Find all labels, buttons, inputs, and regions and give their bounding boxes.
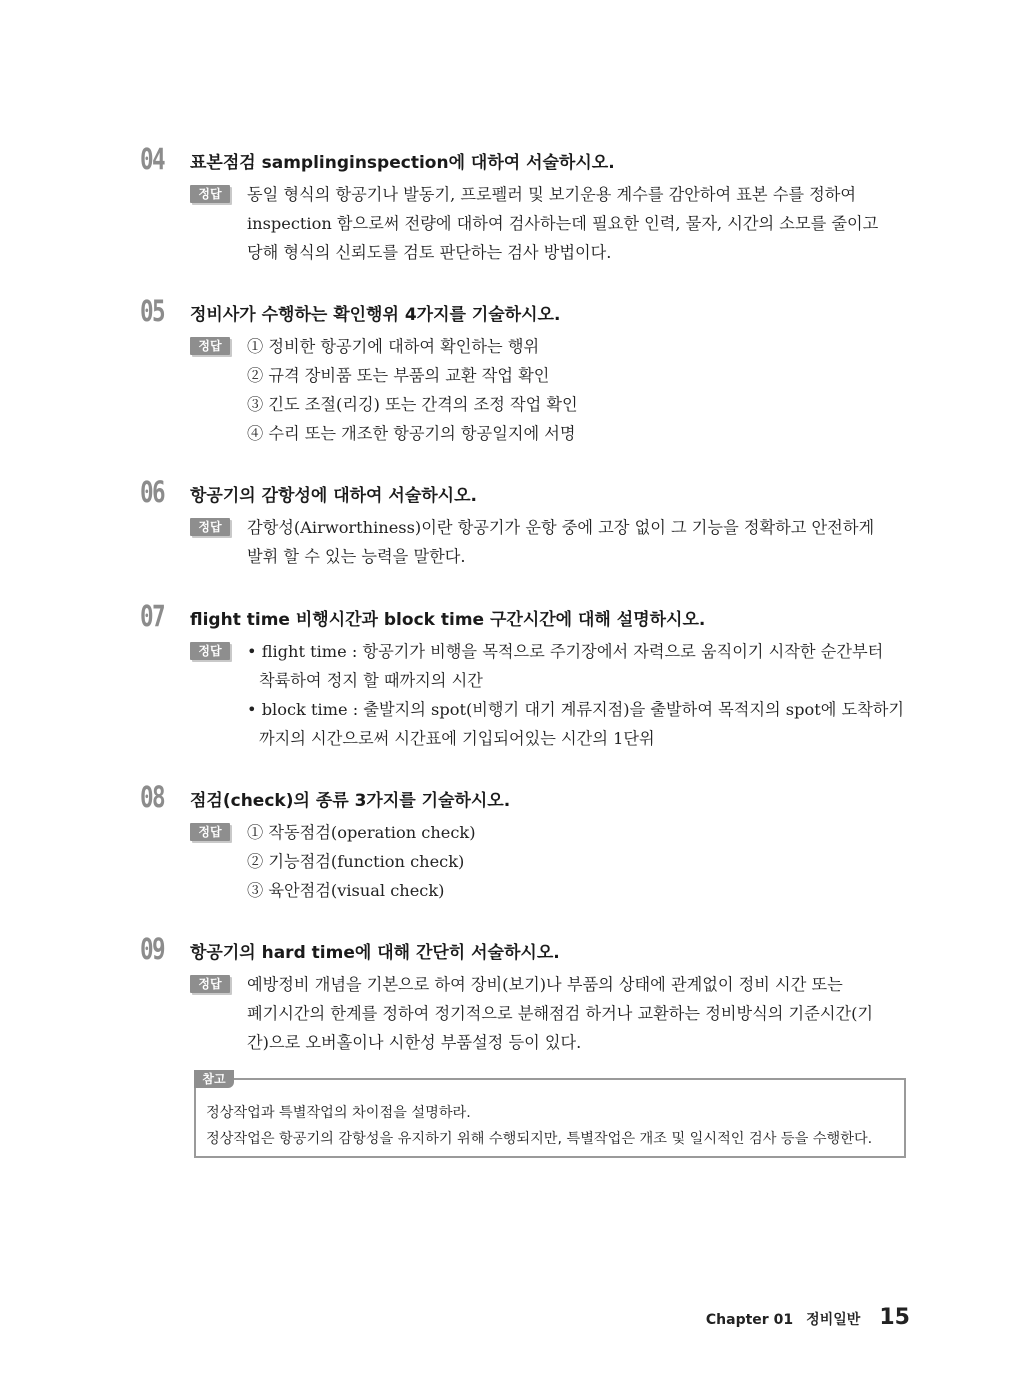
answer-list-item: ② 기능점검(function check) <box>247 852 465 871</box>
answer-badge: 정답 <box>190 975 230 993</box>
answer-line: 예방정비 개념을 기본으로 하여 장비(보기)나 부품의 상태에 관계없이 정비 시간 또는 <box>247 975 843 994</box>
question-title: 표본점검 samplinginspection에 대하여 서술하시오. <box>190 153 615 173</box>
answer-block <box>140 180 910 267</box>
note-question: 정상작업과 특별작업의 차이점을 설명하라. <box>206 1105 471 1121</box>
note-answer: 정상작업은 항공기의 감항성을 유지하기 위해 수행되지만, 특별작업은 개조 및 일시적인 검사 등을 수행한다. <box>206 1131 873 1147</box>
answer-line: 감항성(Airworthiness)이란 항공기가 운항 중에 고장 없이 그 기능을 정확하고 안전하게 <box>247 518 875 537</box>
question-number: 05 <box>140 294 165 328</box>
question-05 <box>140 294 910 448</box>
question-04 <box>140 142 910 267</box>
reference-tab: 참고 <box>194 1070 234 1088</box>
answer-text <box>247 970 910 1057</box>
answer-line: 당해 형식의 신뢰도를 검토 판단하는 검사 방법이다. <box>247 243 612 262</box>
answer-line: 간)으로 오버홀이나 시한성 부품설정 등이 있다. <box>247 1033 582 1052</box>
answer-text <box>247 818 910 905</box>
question-title: 항공기의 감항성에 대하여 서술하시오. <box>190 486 477 506</box>
answer-list-item: ② 규격 장비품 또는 부품의 교환 작업 확인 <box>247 366 550 385</box>
reference-note-box <box>194 1078 906 1158</box>
question-number: 04 <box>140 142 165 176</box>
page-footer <box>706 1305 910 1330</box>
question-title: 항공기의 hard time에 대해 간단히 서술하시오. <box>190 943 560 963</box>
bullet-continuation: 착륙하여 정지 할 때까지의 시간 <box>259 671 483 690</box>
answer-text <box>247 513 910 571</box>
answer-badge: 정답 <box>190 518 230 536</box>
answer-line: 폐기시간의 한계를 정하여 정기적으로 분해점검 하거나 교환하는 정비방식의 기준시간(기 <box>247 1004 874 1023</box>
answer-list-item: ③ 긴도 조절(리깅) 또는 간격의 조정 작업 확인 <box>247 395 578 414</box>
answer-badge: 정답 <box>190 185 230 203</box>
answer-list-item: ③ 육안점검(visual check) <box>247 881 445 900</box>
answer-text <box>247 332 910 448</box>
page-number: 15 <box>879 1305 910 1330</box>
question-06 <box>140 475 910 571</box>
question-header <box>140 932 910 968</box>
answer-line: 동일 형식의 항공기나 발동기, 프로펠러 및 보기운용 계수를 감안하여 표본 수를 정하여 <box>247 185 857 204</box>
question-header <box>140 142 910 178</box>
bullet-flight-time: • flight time : 항공기가 비행을 목적으로 주기장에서 자력으로 움직이기 시작한 순간부터 <box>247 642 884 661</box>
question-number: 08 <box>140 780 165 814</box>
answer-block <box>140 332 910 448</box>
question-07 <box>140 599 910 753</box>
answer-badge: 정답 <box>190 337 230 355</box>
answer-text <box>247 637 910 753</box>
subject-label: 정비일반 <box>806 1312 861 1328</box>
bullet-block-time: • block time : 출발지의 spot(비행기 대기 계류지점)을 출발하여 목적지의 spot에 도착하기 <box>247 700 905 719</box>
bullet-continuation: 까지의 시간으로써 시간표에 기입되어있는 시간의 1단위 <box>259 729 655 748</box>
question-number: 09 <box>140 932 165 966</box>
question-header <box>140 780 910 816</box>
answer-list-item: ① 작동점검(operation check) <box>247 823 476 842</box>
question-number: 07 <box>140 599 165 633</box>
question-header <box>140 599 910 635</box>
answer-block <box>140 818 910 905</box>
answer-block <box>140 970 910 1057</box>
question-header <box>140 294 910 330</box>
chapter-label: Chapter 01 <box>705 1312 794 1328</box>
question-title: 점검(check)의 종류 3가지를 기술하시오. <box>190 791 511 811</box>
question-08 <box>140 780 910 905</box>
answer-badge: 정답 <box>190 642 230 660</box>
question-09 <box>140 932 910 1057</box>
question-title: 정비사가 수행하는 확인행위 4가지를 기술하시오. <box>190 305 561 325</box>
answer-list-item: ① 정비한 항공기에 대하여 확인하는 행위 <box>247 337 540 356</box>
answer-line: inspection 함으로써 전량에 대하여 검사하는데 필요한 인력, 물자, 시간의 소모를 줄이고 <box>247 214 879 233</box>
answer-line: 발휘 할 수 있는 능력을 말한다. <box>247 547 466 566</box>
answer-block <box>140 637 910 753</box>
question-header <box>140 475 910 511</box>
answer-text <box>247 180 910 267</box>
question-title: flight time 비행시간과 block time 구간시간에 대해 설명하시오. <box>190 610 706 630</box>
answer-badge: 정답 <box>190 823 230 841</box>
answer-block <box>140 513 910 571</box>
question-number: 06 <box>140 475 165 509</box>
answer-list-item: ④ 수리 또는 개조한 항공기의 항공일지에 서명 <box>247 424 576 443</box>
